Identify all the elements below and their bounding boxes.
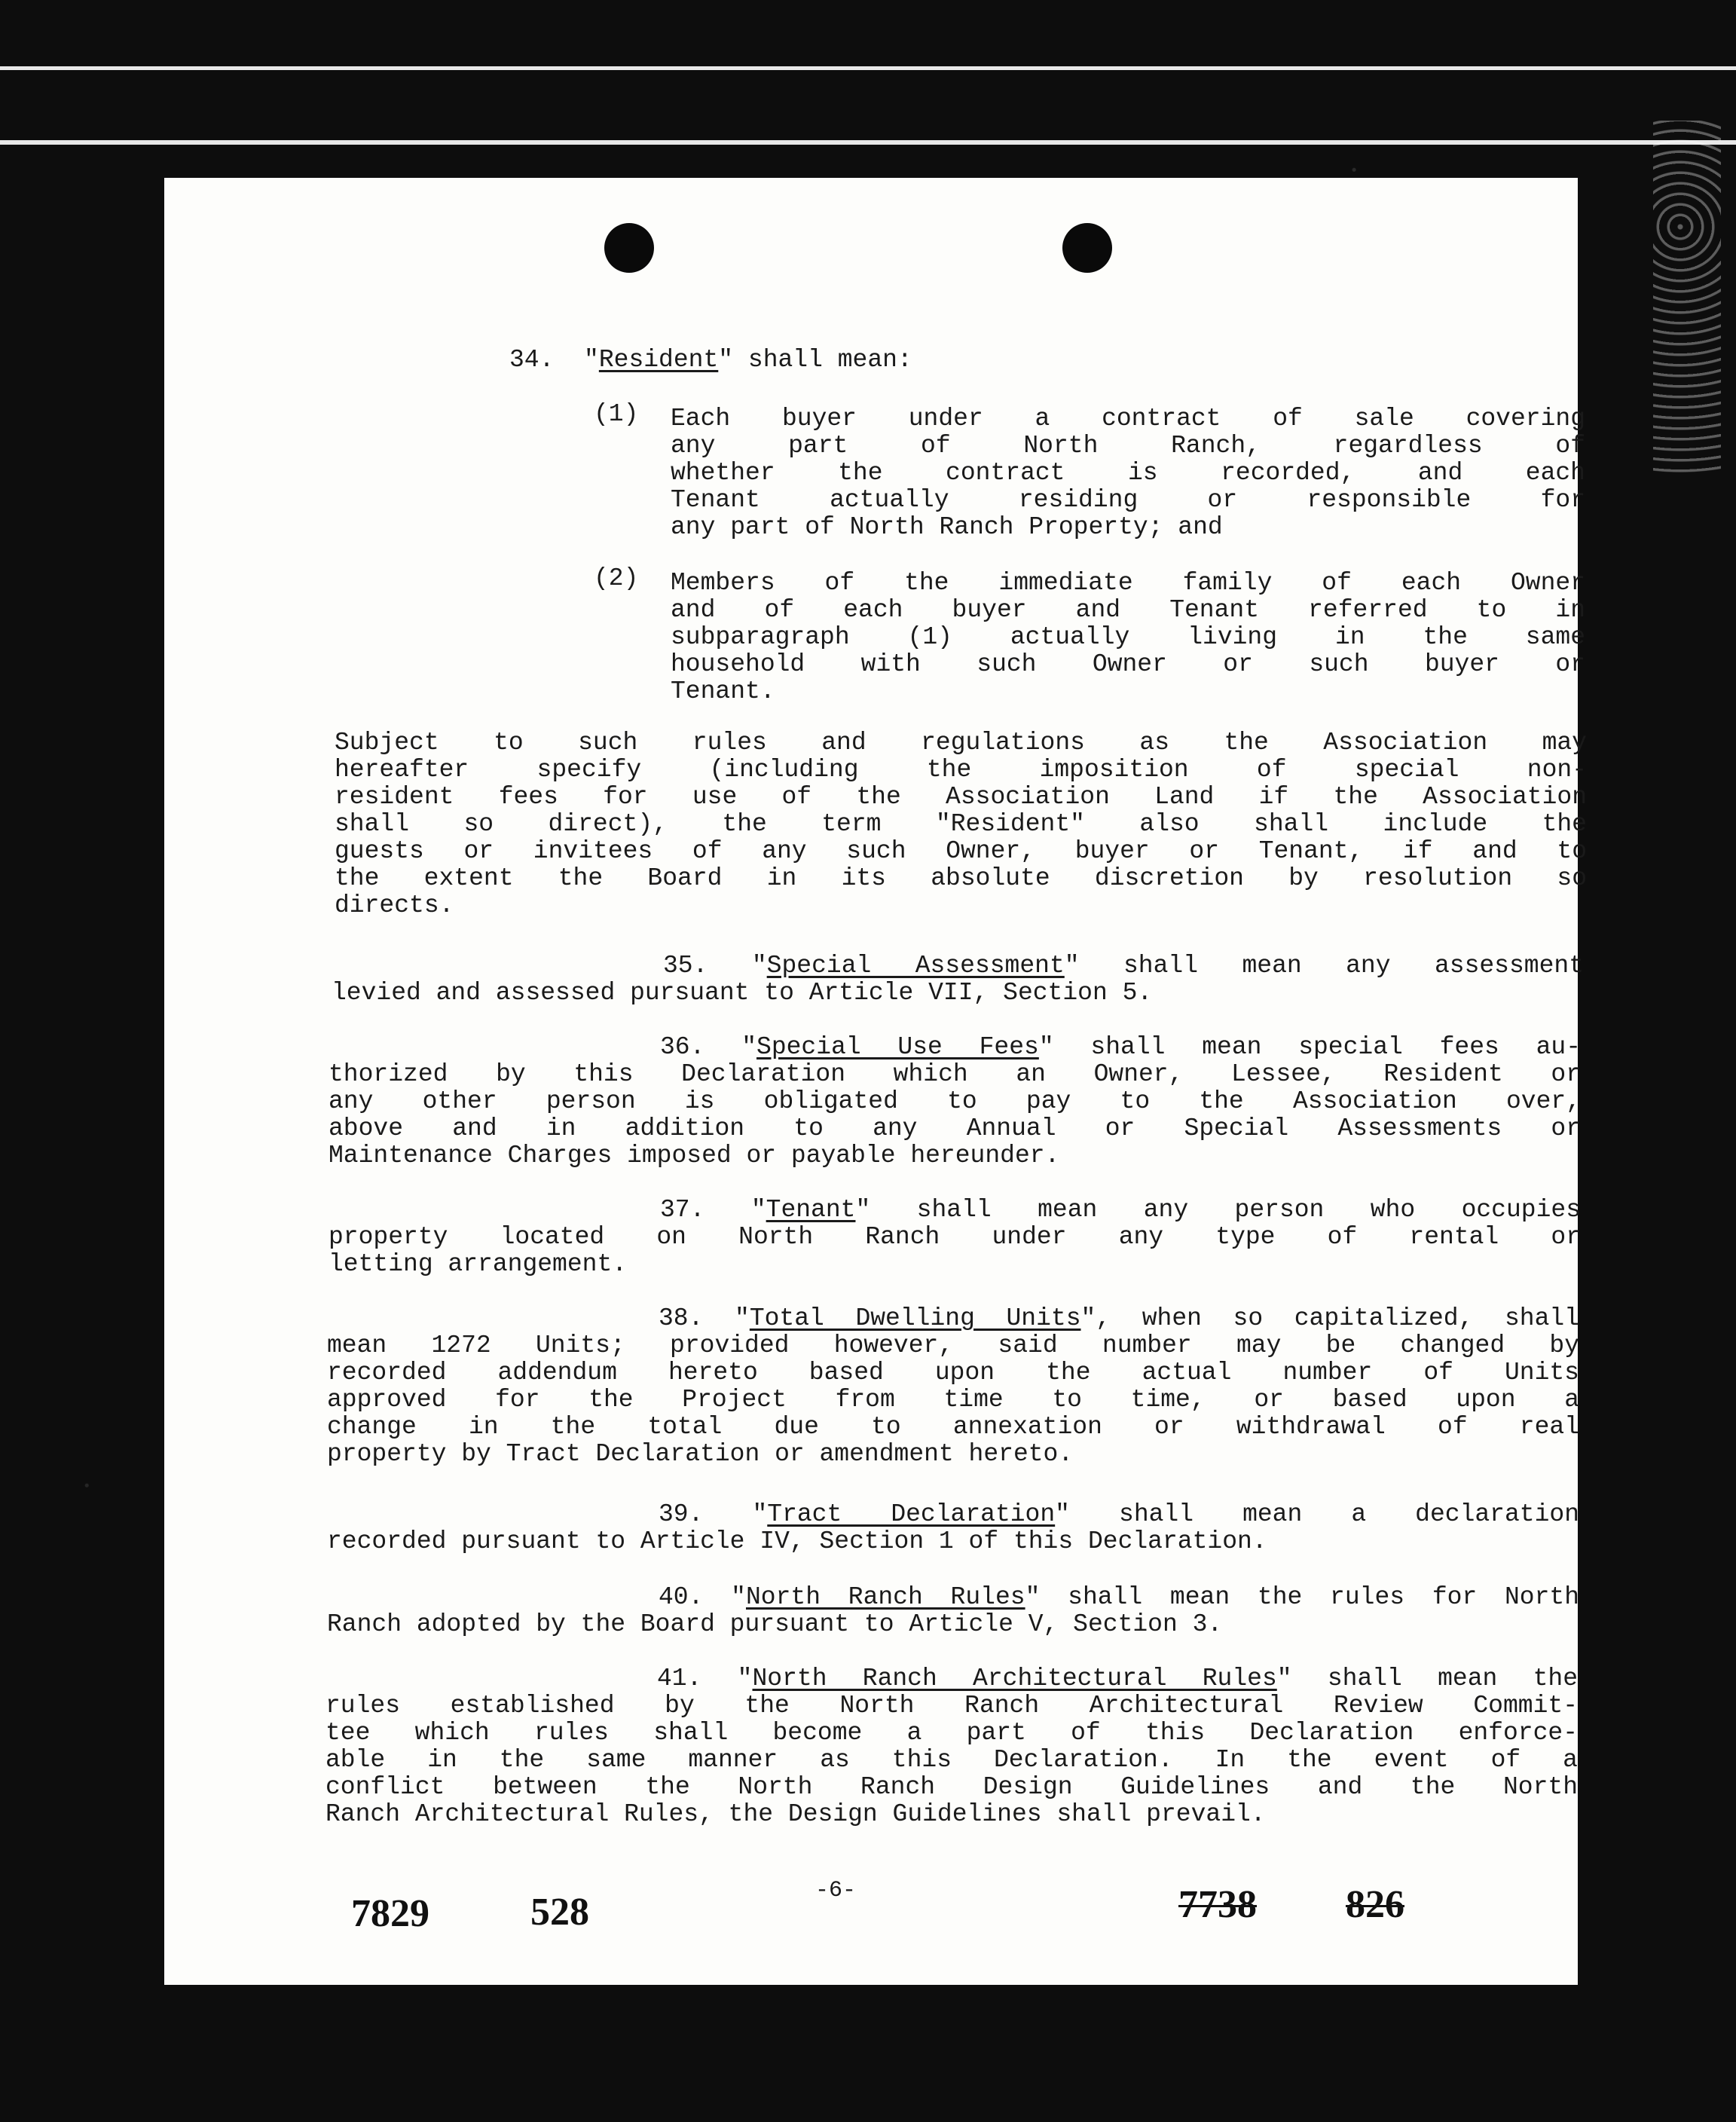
definition-heading-rest: " shall mean a declaration bbox=[1055, 1500, 1580, 1528]
definition-40 bbox=[327, 1584, 1579, 1638]
definition-35-first-line: 35. "Special Assessment" shall mean any assessment bbox=[663, 952, 1584, 980]
definition-heading-rest: " shall mean special fees au- bbox=[1038, 1033, 1582, 1061]
text-line: Tenant. bbox=[671, 677, 775, 705]
defined-term: Tenant bbox=[766, 1196, 856, 1224]
definition-number: 41. bbox=[657, 1665, 702, 1692]
definition-number: 38. bbox=[659, 1304, 704, 1332]
definition-heading-rest: " shall mean the rules for North bbox=[1025, 1583, 1580, 1611]
subparagraph-1-number: (1) bbox=[594, 400, 639, 428]
definition-number: 35. bbox=[663, 952, 708, 980]
defined-term: Special Use Fees bbox=[756, 1033, 1039, 1061]
definition-34-heading: 34. "Resident" shall mean: bbox=[509, 346, 912, 374]
definition-37 bbox=[329, 1197, 1581, 1278]
definition-36-first-line: 36. "Special Use Fees" shall mean special fees au- bbox=[660, 1033, 1582, 1061]
text-line: shall so direct), the term "Resident" also shall include the bbox=[335, 810, 1587, 838]
definition-39-first-line: 39. "Tract Declaration" shall mean a declaration bbox=[659, 1500, 1580, 1528]
definition-35 bbox=[332, 952, 1584, 1007]
text-line: recorded pursuant to Article IV, Section 1 of this Declaration. bbox=[327, 1527, 1267, 1555]
definition-34-continuation bbox=[335, 729, 1587, 919]
definition-number: 40. bbox=[659, 1583, 704, 1611]
text-line: Members of the immediate family of each Owner bbox=[671, 569, 1585, 597]
text-line: subparagraph (1) actually living in the same bbox=[671, 623, 1585, 651]
text-line: Tenant actually residing or responsible for bbox=[671, 486, 1585, 514]
text-line: conflict between the North Ranch Design Guidelines and the North bbox=[326, 1773, 1578, 1801]
defined-term: Total Dwelling Units bbox=[749, 1304, 1081, 1332]
defined-term: Resident bbox=[598, 346, 719, 374]
definition-36 bbox=[329, 1034, 1581, 1170]
recording-book-number: 7829 bbox=[351, 1892, 429, 1935]
definition-41 bbox=[326, 1665, 1578, 1828]
text-line: directs. bbox=[335, 891, 454, 919]
text-line: thorized by this Declaration which an Owner, Lessee, Resident or bbox=[329, 1060, 1581, 1088]
text-line: levied and assessed pursuant to Article VII, Section 5. bbox=[332, 979, 1153, 1007]
definition-number: 37. bbox=[660, 1196, 705, 1224]
text-line: letting arrangement. bbox=[329, 1250, 628, 1278]
scan-rule-top bbox=[0, 66, 1736, 70]
struck-book-number: 7738 bbox=[1178, 1883, 1257, 1926]
punch-hole-right bbox=[1062, 223, 1112, 273]
definition-heading-rest: " shall mean the bbox=[1276, 1665, 1579, 1692]
definition-39 bbox=[327, 1501, 1579, 1555]
definition-heading-rest: " shall mean any person who occupies bbox=[855, 1196, 1582, 1224]
text-line: Ranch adopted by the Board pursuant to Article V, Section 3. bbox=[327, 1610, 1223, 1638]
text-line: the extent the Board in its absolute discretion by resolution so bbox=[335, 864, 1587, 892]
text-line: mean 1272 Units; provided however, said number may be changed by bbox=[327, 1332, 1579, 1359]
subparagraph-2-text bbox=[671, 570, 1585, 705]
definition-heading-rest: " shall mean any assessment bbox=[1064, 952, 1584, 980]
recording-page-number: 528 bbox=[530, 1891, 589, 1934]
text-line: property located on North Ranch under any type of rental or bbox=[329, 1223, 1581, 1251]
text-line: Subject to such rules and regulations as the Association may bbox=[335, 729, 1587, 757]
punch-hole-left bbox=[604, 223, 654, 273]
definition-heading-rest: ", when so capitalized, shall bbox=[1080, 1304, 1579, 1332]
text-line: approved for the Project from time to time, or based upon a bbox=[327, 1386, 1579, 1414]
defined-term: Special Assessment bbox=[766, 952, 1065, 980]
definition-number: 34. bbox=[509, 346, 555, 374]
subparagraph-2-number: (2) bbox=[594, 564, 639, 592]
struck-page-number: 826 bbox=[1346, 1883, 1404, 1926]
definition-41-first-line: 41. "North Ranch Architectural Rules" shall mean the bbox=[657, 1665, 1579, 1692]
text-line: any part of North Ranch, regardless of bbox=[671, 432, 1585, 460]
text-line: property by Tract Declaration or amendment hereto. bbox=[327, 1440, 1074, 1468]
text-line: Maintenance Charges imposed or payable hereunder. bbox=[329, 1142, 1060, 1170]
document-page bbox=[164, 178, 1587, 1985]
defined-term: North Ranch Architectural Rules bbox=[752, 1665, 1277, 1692]
page-number: -6- bbox=[815, 1878, 857, 1903]
text-line: whether the contract is recorded, and each bbox=[671, 459, 1585, 487]
subparagraph-1-text bbox=[671, 405, 1585, 541]
text-line: Each buyer under a contract of sale covering bbox=[671, 405, 1585, 433]
defined-term: Tract Declaration bbox=[767, 1500, 1056, 1528]
definition-37-first-line: 37. "Tenant" shall mean any person who occupies bbox=[660, 1196, 1582, 1224]
definition-38-first-line: 38. "Total Dwelling Units", when so capitalized, shall bbox=[659, 1304, 1579, 1332]
text-line: any other person is obligated to pay to the Association over, bbox=[329, 1087, 1581, 1115]
text-line: guests or invitees of any such Owner, buyer or Tenant, if and to bbox=[335, 837, 1587, 865]
text-line: recorded addendum hereto based upon the actual number of Units bbox=[327, 1359, 1579, 1387]
defined-term: North Ranch Rules bbox=[746, 1583, 1025, 1611]
text-line: change in the total due to annexation or withdrawal of real bbox=[327, 1413, 1579, 1441]
text-line: and of each buyer and Tenant referred to in bbox=[671, 596, 1585, 624]
text-line: rules established by the North Ranch Architectural Review Commit- bbox=[326, 1692, 1578, 1720]
definition-number: 39. bbox=[659, 1500, 704, 1528]
scan-rule-bottom bbox=[0, 140, 1736, 145]
definition-40-first-line: 40. "North Ranch Rules" shall mean the rules for North bbox=[659, 1583, 1580, 1611]
text-line: able in the same manner as this Declaration. In the event of a bbox=[326, 1746, 1578, 1774]
definition-number: 36. bbox=[660, 1033, 705, 1061]
text-line: Ranch Architectural Rules, the Design Guidelines shall prevail. bbox=[326, 1800, 1266, 1828]
text-line: any part of North Ranch Property; and bbox=[671, 513, 1223, 541]
definition-38 bbox=[327, 1305, 1579, 1468]
text-line: resident fees for use of the Association Land if the Association bbox=[335, 783, 1587, 811]
text-line: hereafter specify (including the imposition of special non- bbox=[335, 756, 1587, 784]
text-line: tee which rules shall become a part of this Declaration enforce- bbox=[326, 1719, 1578, 1747]
text-line: household with such Owner or such buyer or bbox=[671, 650, 1585, 678]
scan-edge-noise bbox=[1653, 121, 1721, 475]
definition-heading-rest: " shall mean: bbox=[718, 346, 912, 374]
text-line: above and in addition to any Annual or Special Assessments or bbox=[329, 1115, 1581, 1142]
